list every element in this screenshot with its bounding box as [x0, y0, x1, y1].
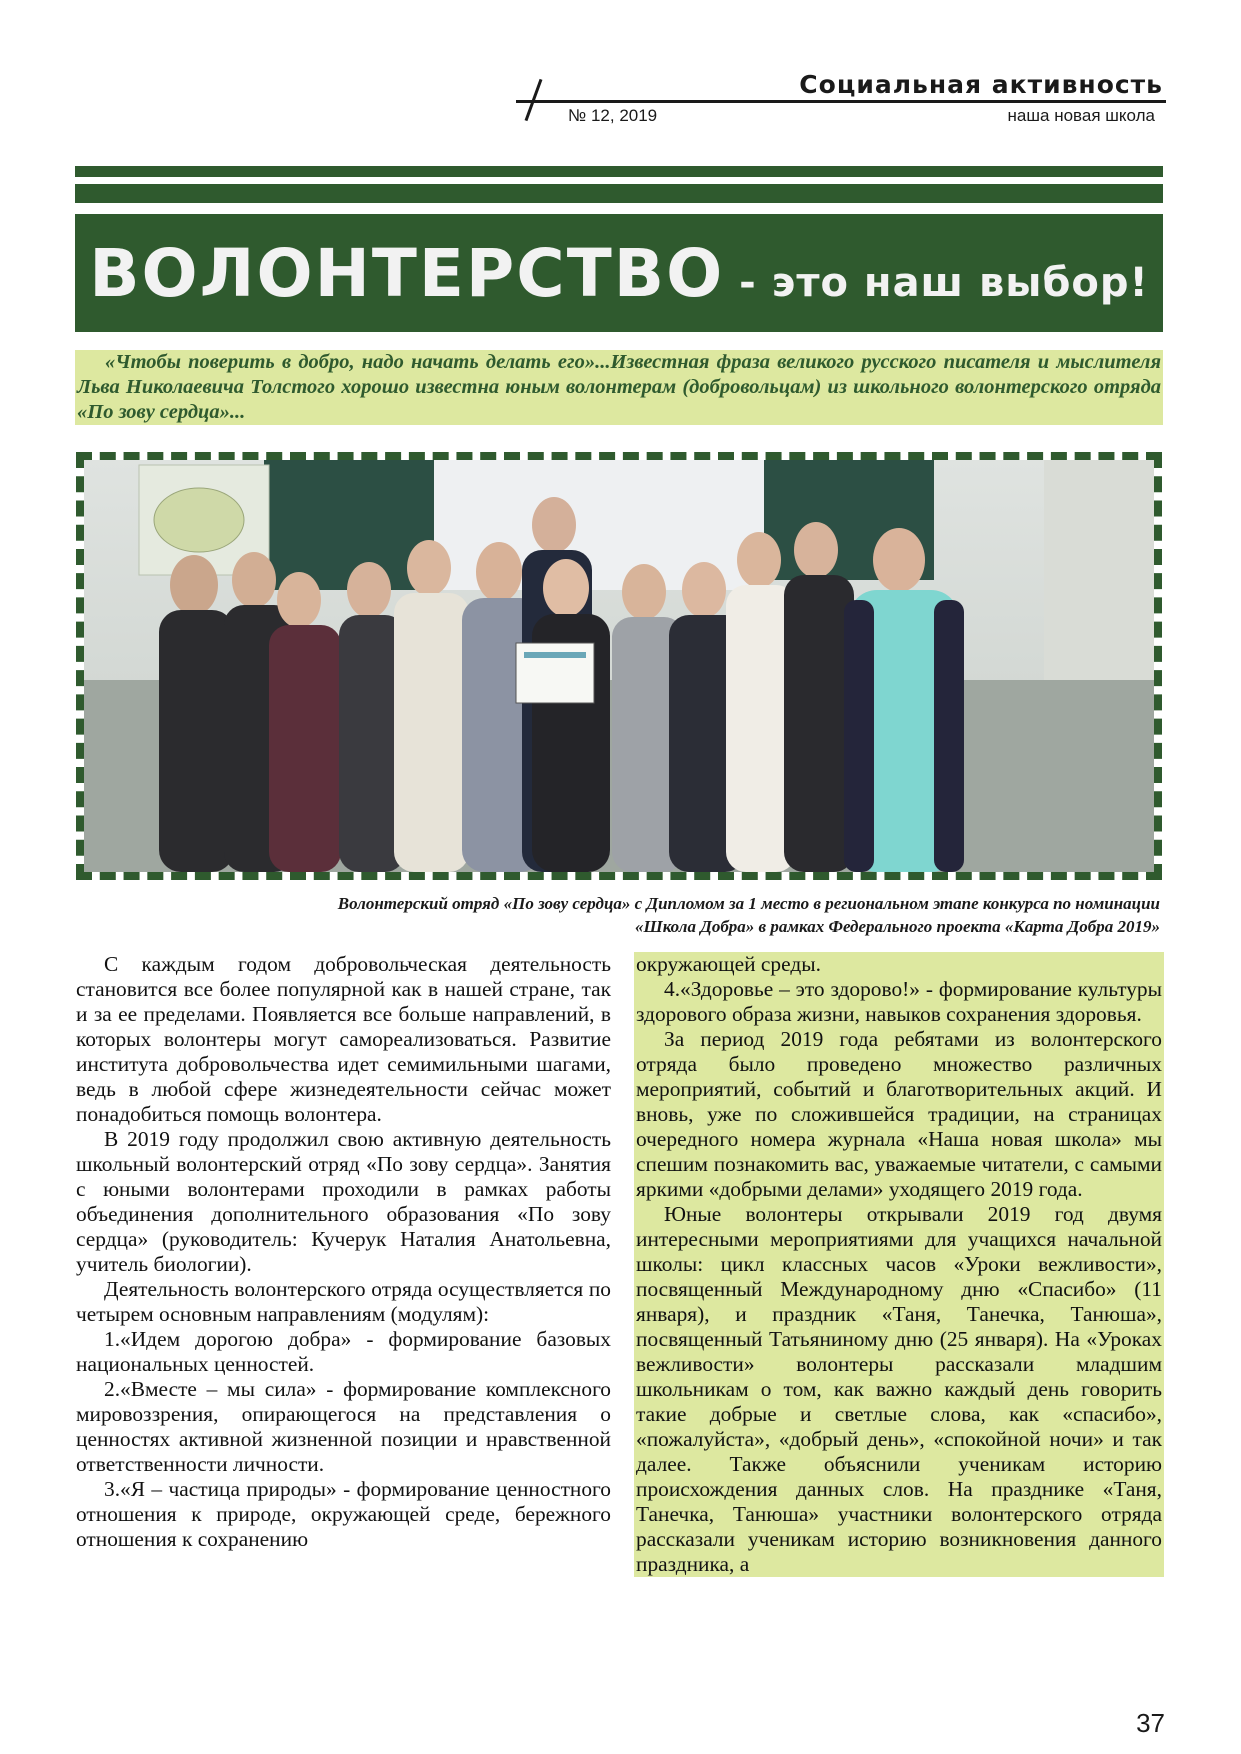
- paragraph: Деятельность волонтерского отряда осуществляется по четырем основным направлениям (модулям):: [76, 1277, 611, 1326]
- group-photo-illustration: [84, 460, 1154, 872]
- paragraph: За период 2019 года ребятами из волонтерского отряда было проведено множество различных мероприятий, событий и благотворительных акций. И вновь, уже по сложившейся традиции, на страницах очередного номера журнала «Наша новая школа» мы спешим познакомить вас, уважаемые читатели, с самыми яркими «добрыми делами» уходящего 2019 года.: [636, 1027, 1162, 1201]
- lead-paragraph: «Чтобы поверить в добро, надо начать делать его»...Известная фраза великого русского писателя и мыслителя Льва Николаевича Толстого хорошо известна юным волонтерам (добровольцам) из школьного волонтерского отряда «По зову сердца»...: [77, 351, 1161, 423]
- magazine-name: наша новая школа: [1007, 106, 1155, 125]
- paragraph: 2.«Вместе – мы сила» - формирование комплексного мировоззрения, опирающегося на представления о ценностях активной жизненной позиции и нравственной ответственности личности.: [76, 1377, 611, 1476]
- paragraph: Юные волонтеры открывали 2019 год двумя интересными мероприятиями для учащихся начальной школы: цикл классных часов «Уроки вежливости», посвященный Международному дню «Спасибо» (11 января), и праздник «Таня, Танечка, Танюша», посвященный Татьяниному дню (25 января). На «Уроках вежливости» волонтеры рассказали младшим школьникам о том, как важно каждый день говорить такие добрые и светлые слова, как «спасибо», «пожалуйста», «добрый день», «спокойной ночи» и так далее. Также объяснили ученикам историю происхождения данных слов. На празднике «Таня, Танечка, Танюша» участники волонтерского отряда рассказали ученикам историю возникновения данного праздника, а: [636, 1202, 1162, 1576]
- article-title-rest: - это наш выбор!: [724, 259, 1149, 306]
- paragraph: окружающей среды.: [636, 952, 821, 976]
- article-title: [89, 235, 1148, 312]
- decorative-bar-thick: [75, 184, 1163, 203]
- decorative-bar-thin: [75, 166, 1163, 177]
- paragraph: 1.«Идем дорогою добра» - формирование базовых национальных ценностей.: [76, 1327, 611, 1376]
- photo-caption: [100, 892, 1160, 938]
- left-text-column: [76, 952, 611, 1552]
- article-title-main: ВОЛОНТЕРСТВО: [89, 234, 725, 312]
- photo-caption-line-1: Волонтерский отряд «По зову сердца» с Дипломом за 1 место в региональном этапе конкурса по номинации: [337, 894, 1160, 913]
- paragraph: В 2019 году продолжил свою активную деятельность школьный волонтерский отряд «По зову сердца». Занятия с юными волонтерами проходили в рамках работы объединения дополнительного образования «По зову сердца» (руководитель: Кучерук Наталия Анатольевна, учитель биологии).: [76, 1127, 611, 1276]
- header-rule: [516, 100, 1166, 103]
- issue-number: № 12, 2019: [568, 106, 658, 125]
- paragraph: С каждым годом добровольческая деятельность становится все более популярной как в нашей стране, так и за ее пределами. Появляется все больше направлений, в которых волонтеры могут самореализоваться. Развитие института добровольчества идет семимильными шагами, ведь в любой сфере жизнедеятельности сейчас может понадобиться помощь волонтера.: [76, 952, 611, 1126]
- paragraph: 3.«Я – частица природы» - формирование ценностного отношения к природе, окружающей среде, бережного отношения к сохранению: [76, 1477, 611, 1551]
- page-number: 37: [1136, 1708, 1165, 1738]
- group-photo: [76, 452, 1162, 880]
- section-title: Социальная активность: [799, 70, 1163, 99]
- paragraph: 4.«Здоровье – это здорово!» - формирование культуры здорового образа жизни, навыков сохранения здоровья.: [636, 977, 1162, 1026]
- right-text-column: [634, 952, 1164, 1577]
- article-title-banner: [75, 214, 1163, 332]
- photo-caption-line-2: «Школа Добра» в рамках Федерального проекта «Карта Добра 2019»: [635, 917, 1160, 936]
